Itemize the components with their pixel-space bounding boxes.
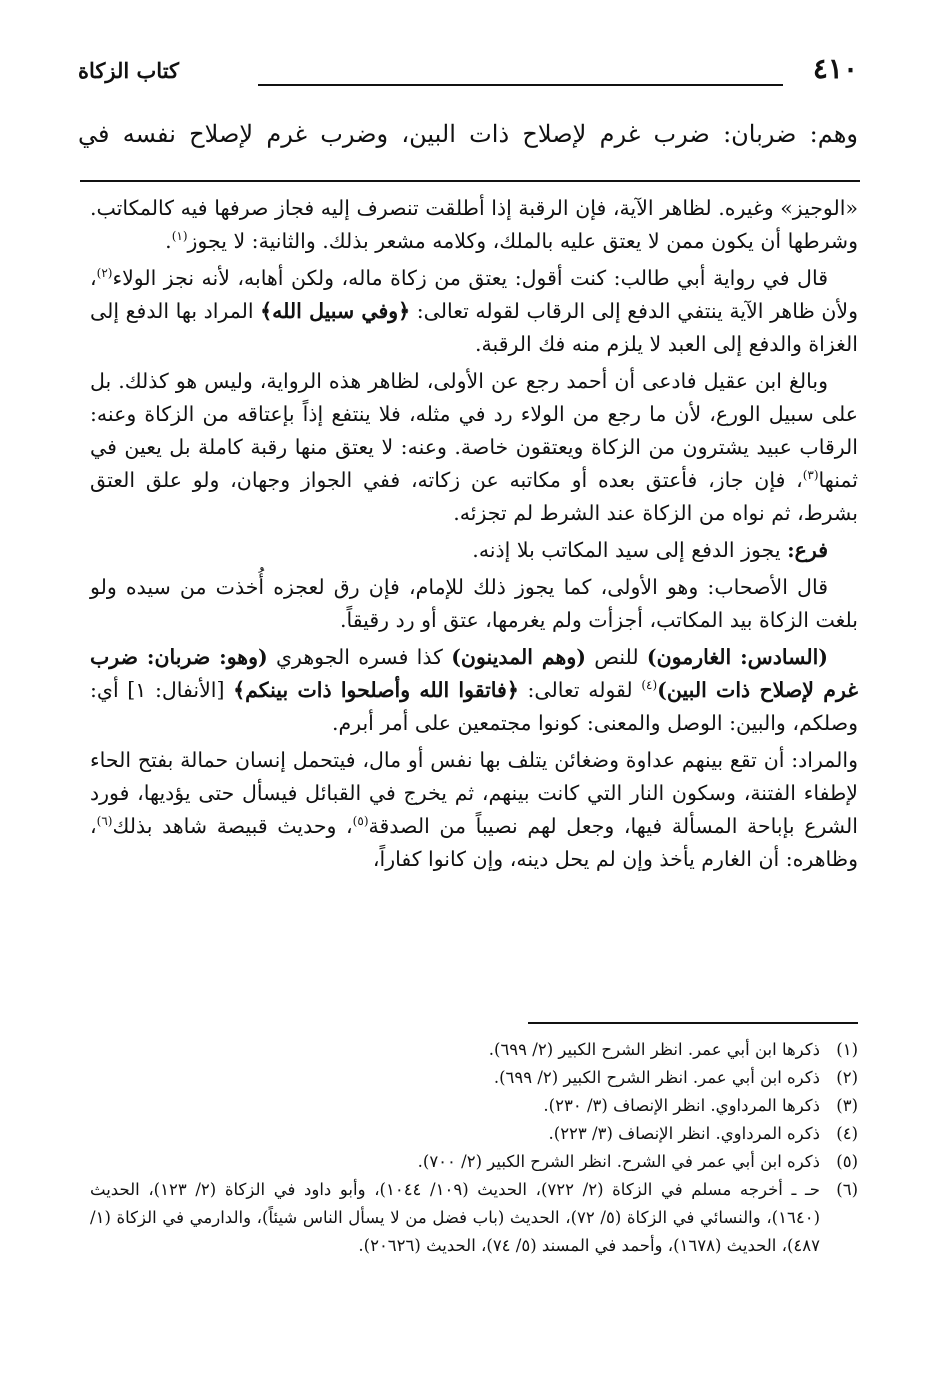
matn-top-line: وهم: ضربان: ضرب غرم لإصلاح ذات البين، وضرب غرم لإصلاح نفسه في [78, 120, 858, 148]
footnote-5 [90, 1148, 858, 1176]
footnote-text: ذكرها المرداوي. انظر الإنصاف (٣/ ٢٣٠). [543, 1096, 820, 1115]
paragraph-3-text-a: وبالغ ابن عقيل فادعى أن أحمد رجع عن الأولى، لظاهر هذه الرواية، وليس هو كذلك. بل على سبيل الورع، لأن ما رجع من الولاء رد في مثله، فلا ينتفع إذاً بإعتاقه من الزكاة وعنه: الرقاب عبيد يشترون من الزكاة ويعتقون خاصة. وعنه: لا يعتق منها رقبة كاملة بل يعين في ثمنها [90, 369, 858, 492]
paragraph-1 [90, 192, 858, 258]
footnote-number: (٤) [836, 1124, 858, 1143]
matn-separator-rule [80, 180, 860, 182]
far-label: فرع: [787, 538, 828, 562]
paragraph-6-text-3: لقوله تعالى: [518, 678, 642, 702]
paragraph-1-text: «الوجيز» وغيره. لظاهر الآية، فإن الرقبة إذا أطلقت تنصرف إليه فجاز صرفها فيه كالمكاتب. وشرطها أن يكون ممن لا يعتق عليه بالملك، وكلامه مشعر بذلك. والثانية: لا يجوز [90, 196, 858, 253]
footnote-number: (٣) [836, 1096, 858, 1115]
footnote-ref-2: (٢) [96, 266, 113, 281]
footnote-number: (٥) [836, 1152, 858, 1171]
paragraph-2-text-b: ، ولأن ظاهر الآية ينتفي الدفع إلى الرقاب لقوله تعالى: [90, 266, 858, 323]
footnote-number: (٦) [836, 1180, 858, 1199]
paragraph-5-text: قال الأصحاب: وهو الأولى، كما يجوز ذلك للإمام، فإن رق لعجزه أُخذت من سيده ولو بلغت الزكاة بيد المكاتب، أجزأت ولم يغرمها، عتق أو رد رقيقاً. [90, 575, 858, 632]
paragraph-3 [90, 365, 858, 530]
footnotes [90, 1036, 858, 1260]
footnote-ref-5: (٥) [352, 814, 369, 829]
quran-verse-1: ﴿وفي سبيل الله﴾ [260, 299, 411, 323]
paragraph-7 [90, 744, 858, 876]
paragraph-2-text-a: قال في رواية أبي طالب: كنت أقول: يعتق من زكاة ماله، ولكن أهابه، لأنه نجز الولاء [112, 266, 828, 290]
paragraph-7-text-a: والمراد: أن تقع بينهم عداوة وضغائن يتلف بها نفس أو مال، فيتحمل إنسان حمالة بفتح الحاء لإطفاء الفتنة، وسكون النار التي كانت بينهم، ثم يخرج في القبائل فيسأل حتى يؤديها، فورد الشرع بإباحة المسألة فيها، وجعل لهم نصيباً من الصدقة [90, 748, 858, 838]
page-number: ٤١٠ [812, 52, 858, 85]
paragraph-4-text: يجوز الدفع إلى سيد المكاتب بلا إذنه. [472, 538, 788, 562]
footnote-text: ذكرها ابن أبي عمر. انظر الشرح الكبير (٢/ ٦٩٩). [488, 1040, 820, 1059]
footnote-1 [90, 1036, 858, 1064]
footnote-text: حـ ـ أخرجه مسلم في الزكاة (٢/ ٧٢٢)، الحديث (١٠٩/ ١٠٤٤)، وأبو داود في الزكاة (٢/ ١٢٣)، الحديث (١٦٤٠)، والنسائي في الزكاة (٥/ ٧٢)، الحديث (باب فضل من لا يسأل الناس شيئاً)، والدارمي في الزكاة (١/ ٤٨٧)، الحديث (١٦٧٨)، وأحمد في المسند (٥/ ٧٤)، الحديث (٢٠٦٢٦). [90, 1180, 820, 1255]
running-title: كتاب الزكاة [78, 58, 180, 83]
paragraph-7-text-c: ، وظاهره: أن الغارم يأخذ وإن لم يحل دينه، وإن كانوا كفاراً، [90, 814, 858, 871]
paragraph-5 [90, 571, 858, 637]
paragraph-2 [90, 262, 858, 361]
matn-quote-1: (السادس: الغارمون) [646, 645, 829, 669]
paragraph-3-text-b: ، فإن جاز، فأعتق بعده أو مكاتبه عن زكاته، ففي الجواز وجهان، ولو علق العتق بشرط، ثم نواه من الزكاة عند الشرط لم تجزئه. [90, 468, 858, 525]
quran-verse-2: ﴿فاتقوا الله وأصلحوا ذات بينكم﴾ [233, 678, 519, 702]
footnote-ref-6: (٦) [96, 814, 113, 829]
footnote-number: (٢) [836, 1068, 858, 1087]
paragraph-6-text-4: [الأنفال: ١] أي: وصلكم، والبين: الوصل والمعنى: كونوا مجتمعين على أمر أبرم. [90, 678, 858, 735]
page-header [78, 52, 858, 102]
footnote-text: ذكره ابن أبي عمر. انظر الشرح الكبير (٢/ ٦٩٩). [493, 1068, 820, 1087]
paragraph-1-end: . [165, 229, 172, 253]
commentary-body [90, 192, 858, 880]
paragraph-2-text-c: المراد بها الدفع إلى الغزاة والدفع إلى العبد لا يلزم منه فك الرقبة. [90, 299, 858, 356]
footnote-2 [90, 1064, 858, 1092]
paragraph-4 [90, 534, 858, 567]
footnote-3 [90, 1092, 858, 1120]
paragraph-6-text-2: كذا فسره الجوهري [267, 645, 452, 669]
header-rule [258, 84, 783, 86]
footnote-text: ذكره المرداوي. انظر الإنصاف (٣/ ٢٢٣). [548, 1124, 820, 1143]
footnote-ref-4: (٤) [641, 678, 658, 693]
footnote-separator-rule [528, 1022, 858, 1024]
footnote-4 [90, 1120, 858, 1148]
footnote-ref-3: (٣) [802, 468, 819, 483]
paragraph-6-text-1: للنص [585, 645, 647, 669]
matn-quote-2: (وهم المدينون) [451, 645, 586, 669]
matn-quote-3: (وهو: ضربان: ضرب غرم لإصلاح ذات البين) [90, 645, 858, 702]
footnote-number: (١) [836, 1040, 858, 1059]
paragraph-7-text-b: ، وحديث قبيصة شاهد بذلك [112, 814, 353, 838]
footnote-6 [90, 1176, 858, 1260]
footnote-ref-1: (١) [171, 229, 188, 244]
footnote-text: ذكره ابن أبي عمر في الشرح. انظر الشرح الكبير (٢/ ٧٠٠). [417, 1152, 820, 1171]
paragraph-6 [90, 641, 858, 740]
